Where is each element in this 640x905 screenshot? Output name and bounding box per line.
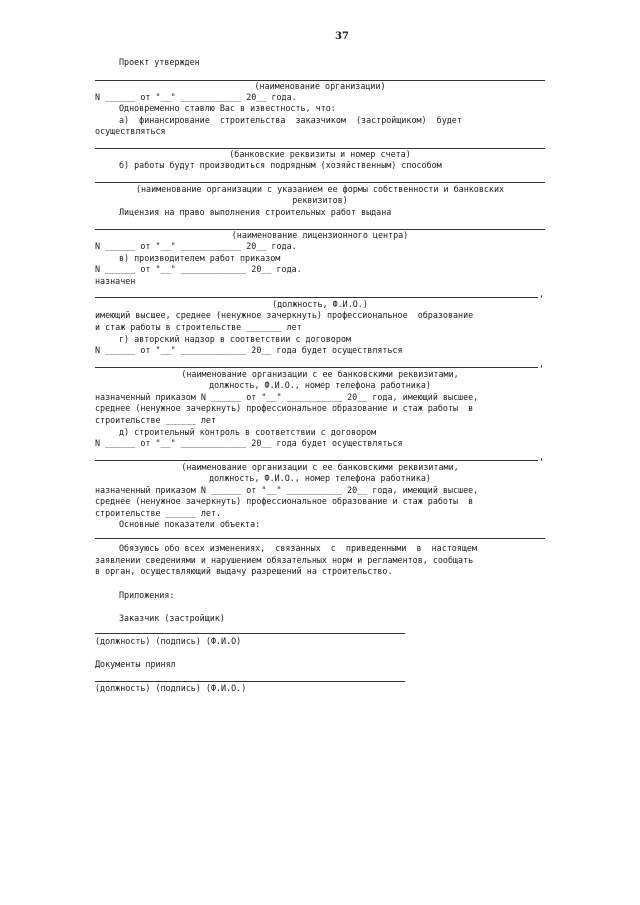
text-line: осуществляться: [95, 126, 166, 136]
text-line: в орган, осуществляющий выдачу разрешений на строительство.: [95, 566, 393, 576]
text-line: среднее (ненужное зачеркнуть) профессиональное образование и стаж работы в: [95, 403, 474, 413]
text-line: заявлении сведениями и нарушением обязательных норм и регламентов, сообщать: [95, 555, 474, 565]
text-line: строительстве ______ лет.: [95, 508, 222, 518]
text-line: Одновременно ставлю Вас в известность, что:: [119, 103, 336, 113]
text-line: назначенный приказом N ______ от "__" ___________ 20__ года, имеющий высшее,: [95, 392, 479, 402]
text-line: Лицензия на право выполнения строительных работ выдана: [119, 207, 392, 217]
caption-line: (наименование организации с указанием ее формы собственности и банковских: [135, 184, 505, 194]
text-line: N ______ от "__" ____________ 20__ года.: [95, 241, 297, 251]
text-line: N ______ от "__" _____________ 20__ года будет осуществляться: [95, 345, 403, 355]
caption-line: (должность, Ф.И.О.): [272, 299, 368, 309]
caption-line: должность, Ф.И.О., номер телефона работника): [209, 473, 431, 483]
page-number: 37: [335, 31, 349, 42]
text-line: назначен: [95, 276, 136, 286]
text-line: назначенный приказом N ______ от "__" ___________ 20__ года, имеющий высшее,: [95, 485, 479, 495]
text-line: Документы принял: [95, 659, 176, 669]
fill-line: [95, 681, 405, 682]
text-line: N ______ от "__" _____________ 20__ года будет осуществляться: [95, 438, 403, 448]
caption-line: (наименование организации): [254, 81, 386, 91]
signature-caption: (должность) (подпись) (Ф.И.О): [95, 636, 242, 646]
caption-line: должность, Ф.И.О., номер телефона работника): [209, 380, 431, 390]
text-line: д) строительный контроль в соответствии с договором: [119, 427, 377, 437]
text-line: Проект утвержден: [119, 57, 200, 67]
text-line: имеющий высшее, среднее (ненужное зачеркнуть) профессиональное образование: [95, 310, 474, 320]
caption-line: (наименование лицензионного центра): [231, 230, 409, 240]
caption-line: (наименование организации с ее банковскими реквизитами,: [181, 369, 459, 379]
comma: ,: [539, 359, 545, 369]
caption-line: (банковские реквизиты и номер счета): [229, 149, 411, 159]
fill-line: [95, 460, 538, 461]
text-line: N ______ от "__" _____________ 20__ года.: [95, 264, 302, 274]
caption-line: реквизитов): [292, 195, 348, 205]
text-line: а) финансирование строительства заказчиком (застройщиком) будет: [119, 115, 462, 125]
text-line: Приложения:: [119, 590, 175, 600]
text-line: N ______ от "__" ____________ 20__ года.: [95, 92, 297, 102]
text-line: и стаж работы в строительстве _______ лет: [95, 322, 302, 332]
signature-caption: (должность) (подпись) (Ф.И.О.): [95, 683, 247, 693]
text-line: Основные показатели объекта:: [119, 519, 261, 529]
text-line: строительстве ______ лет: [95, 415, 217, 425]
text-line: г) авторский надзор в соответствии с договором: [119, 334, 351, 344]
fill-line: [95, 182, 545, 183]
comma: ,: [539, 289, 545, 299]
text-line: Заказчик (застройщик): [119, 613, 225, 623]
text-line: в) производителем работ приказом: [119, 253, 281, 263]
text-line: среднее (ненужное зачеркнуть) профессиональное образование и стаж работы в: [95, 496, 474, 506]
fill-line: [95, 538, 545, 539]
fill-line: [95, 367, 538, 368]
fill-line: [95, 633, 405, 634]
fill-line: [95, 297, 538, 298]
comma: ,: [539, 452, 545, 462]
text-line: Обязуюсь обо всех изменениях, связанных с приведенными в настоящем: [119, 543, 477, 553]
text-line: б) работы будут производиться подрядным (хозяйственным) способом: [119, 160, 442, 170]
caption-line: (наименование организации с ее банковскими реквизитами,: [181, 462, 459, 472]
